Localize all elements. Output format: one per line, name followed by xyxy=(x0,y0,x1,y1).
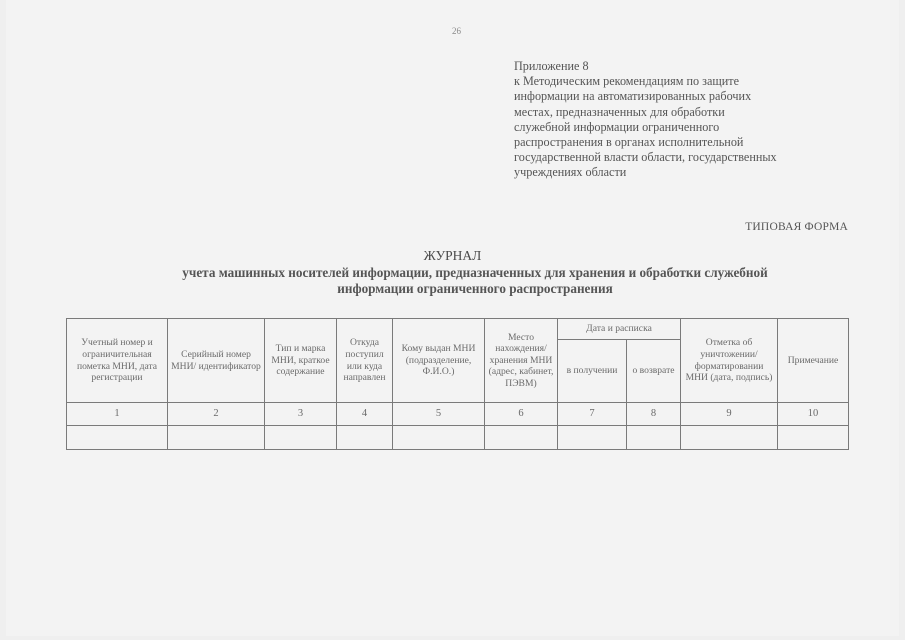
journal-subtitle-line: информации ограниченного распространения xyxy=(337,280,613,296)
column-number: 4 xyxy=(337,403,393,426)
table-cell xyxy=(168,426,265,450)
journal-subtitle-line: учета машинных носителей информации, предназначенных для хранения и обработки служебной xyxy=(182,265,768,280)
column-number: 3 xyxy=(265,403,337,426)
column-header-serial-number: Серийный номер МНИ/ идентификатор xyxy=(168,319,265,403)
journal-title: ЖУРНАЛ xyxy=(423,248,482,263)
column-number: 6 xyxy=(485,403,558,426)
appendix-line: информации на автоматизированных рабочих xyxy=(514,89,752,104)
appendix-line: учреждениях области xyxy=(514,165,627,180)
column-number: 1 xyxy=(67,403,168,426)
page-number: 26 xyxy=(452,26,461,36)
column-number: 8 xyxy=(627,403,681,426)
appendix-line: распространения в органах исполнительной xyxy=(514,135,744,150)
column-number: 5 xyxy=(393,403,485,426)
table-cell xyxy=(337,426,393,450)
appendix-line: служебной информации ограниченного xyxy=(514,119,720,134)
table-cell xyxy=(778,426,849,450)
appendix-line: государственной власти области, государственных xyxy=(514,150,777,165)
column-number: 9 xyxy=(681,403,778,426)
table-cell xyxy=(67,426,168,450)
table-cell xyxy=(485,426,558,450)
column-header-location: Место нахождения/ хранения МНИ (адрес, кабинет, ПЭВМ) xyxy=(485,319,558,403)
column-header-destruction-mark: Отметка об уничтожении/ форматировании МНИ (дата, подпись) xyxy=(681,319,778,403)
form-type-label: ТИПОВАЯ ФОРМА xyxy=(745,221,848,233)
column-number: 7 xyxy=(558,403,627,426)
column-header-type: Тип и марка МНИ, краткое содержание xyxy=(265,319,337,403)
column-header-origin: Откуда поступил или куда направлен xyxy=(337,319,393,403)
column-number: 2 xyxy=(168,403,265,426)
appendix-title: Приложение 8 xyxy=(514,59,589,73)
table-cell xyxy=(558,426,627,450)
column-number-row xyxy=(67,403,849,426)
column-header-date-receipt: Дата и расписка xyxy=(558,319,681,340)
column-header-account-number: Учетный номер и ограничительная пометка МНИ, дата регистрации xyxy=(67,319,168,403)
subcolumn-header-returned: о возврате xyxy=(627,340,681,403)
journal-subtitle xyxy=(130,265,820,296)
appendix-line: к Методическим рекомендациям по защите xyxy=(514,74,739,89)
media-log-table xyxy=(66,318,849,450)
table-cell xyxy=(265,426,337,450)
table-cell xyxy=(627,426,681,450)
table-header-row xyxy=(67,319,849,340)
appendix-reference xyxy=(514,59,854,181)
column-number: 10 xyxy=(778,403,849,426)
subcolumn-header-received: в получении xyxy=(558,340,627,403)
table-row xyxy=(67,426,849,450)
column-header-note: Примечание xyxy=(778,319,849,403)
appendix-line: местах, предназначенных для обработки xyxy=(514,104,725,119)
table-cell xyxy=(393,426,485,450)
column-header-issued-to: Кому выдан МНИ (подразделение, Ф.И.О.) xyxy=(393,319,485,403)
table-cell xyxy=(681,426,778,450)
